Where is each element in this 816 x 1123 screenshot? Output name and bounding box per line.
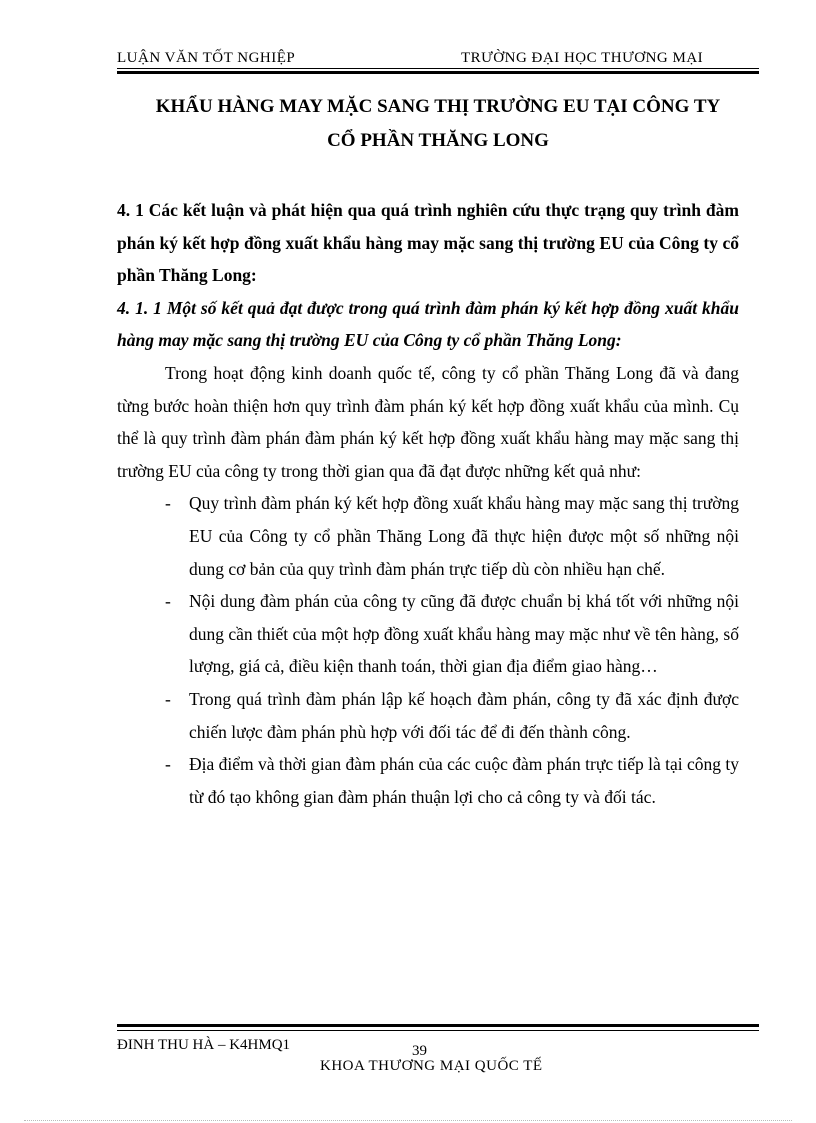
list-item-text: Quy trình đàm phán ký kết hợp đồng xuất khẩu hàng may mặc sang thị trường EU của Công ty cổ phần Thăng Long đã thực hiện được một số những nội dung cơ bản của quy trình đàm phán trực tiếp dù còn nhiều hạn chế. bbox=[189, 493, 739, 579]
bullet-dash: - bbox=[165, 688, 171, 709]
footer-faculty: KHOA THƯƠNG MẠI QUỐC TẾ bbox=[320, 1058, 543, 1074]
header-divider-thick bbox=[117, 71, 759, 74]
header-left-text: LUẬN VĂN TỐT NGHIỆP bbox=[117, 50, 296, 66]
footer-divider-thin bbox=[117, 1030, 759, 1031]
intro-paragraph: Trong hoạt động kinh doanh quốc tế, công ty cổ phần Thăng Long đã và đang từng bước hoàn thiện hơn quy trình đàm phán ký kết hợp đồng xuất khẩu của mình. Cụ thể là quy trình đàm phán đàm phán ký kết hợp đồng xuất khẩu hàng may mặc sang thị trường EU của công ty trong thời gian qua đã đạt được những kết quả như: bbox=[117, 362, 739, 481]
section-heading: 4. 1 Các kết luận và phát hiện qua quá trình nghiên cứu thực trạng quy trình đàm phán ký kết hợp đồng xuất khẩu hàng may mặc sang thị trường EU của Công ty cổ phần Thăng Long: bbox=[117, 200, 739, 286]
page-bottom-edge bbox=[24, 1120, 792, 1121]
header-right-text: TRƯỜNG ĐẠI HỌC THƯƠNG MẠI bbox=[461, 50, 704, 66]
section-subheading: 4. 1. 1 Một số kết quả đạt được trong quá trình đàm phán ký kết hợp đồng xuất khẩu hàng may mặc sang thị trường EU của Công ty cổ phần Thăng Long: bbox=[117, 297, 739, 351]
title-line-1: KHẨU HÀNG MAY MẶC SANG THỊ TRƯỜNG EU TẠI CÔNG TY bbox=[155, 96, 721, 117]
main-content bbox=[117, 194, 739, 813]
header-divider-thin bbox=[117, 68, 759, 69]
results-list bbox=[117, 487, 739, 813]
list-item bbox=[117, 748, 739, 813]
list-item bbox=[117, 683, 739, 748]
list-item bbox=[117, 585, 739, 683]
document-title bbox=[117, 90, 759, 158]
footer-author: ĐINH THU HÀ – K4HMQ1 bbox=[117, 1037, 291, 1053]
list-item-text: Trong quá trình đàm phán lập kế hoạch đàm phán, công ty đã xác định được chiến lược đàm phán phù hợp với đối tác để đi đến thành công. bbox=[189, 688, 739, 742]
list-item bbox=[117, 487, 739, 585]
page-number: 39 bbox=[412, 1043, 427, 1059]
footer-divider-thick bbox=[117, 1024, 759, 1027]
list-item-text: Địa điểm và thời gian đàm phán của các cuộc đàm phán trực tiếp là tại công ty từ đó tạo không gian đàm phán thuận lợi cho cả công ty và đối tác. bbox=[189, 754, 739, 807]
list-item-text: Nội dung đàm phán của công ty cũng đã được chuẩn bị khá tốt với những nội dung cần thiết của một hợp đồng xuất khẩu hàng may mặc như về tên hàng, số lượng, giá cả, điều kiện thanh toán, thời gian địa điểm giao hàng… bbox=[189, 591, 739, 677]
bullet-dash: - bbox=[165, 591, 171, 612]
title-line-2: CỔ PHẦN THĂNG LONG bbox=[327, 130, 549, 151]
bullet-dash: - bbox=[165, 493, 171, 514]
bullet-dash: - bbox=[165, 754, 171, 775]
